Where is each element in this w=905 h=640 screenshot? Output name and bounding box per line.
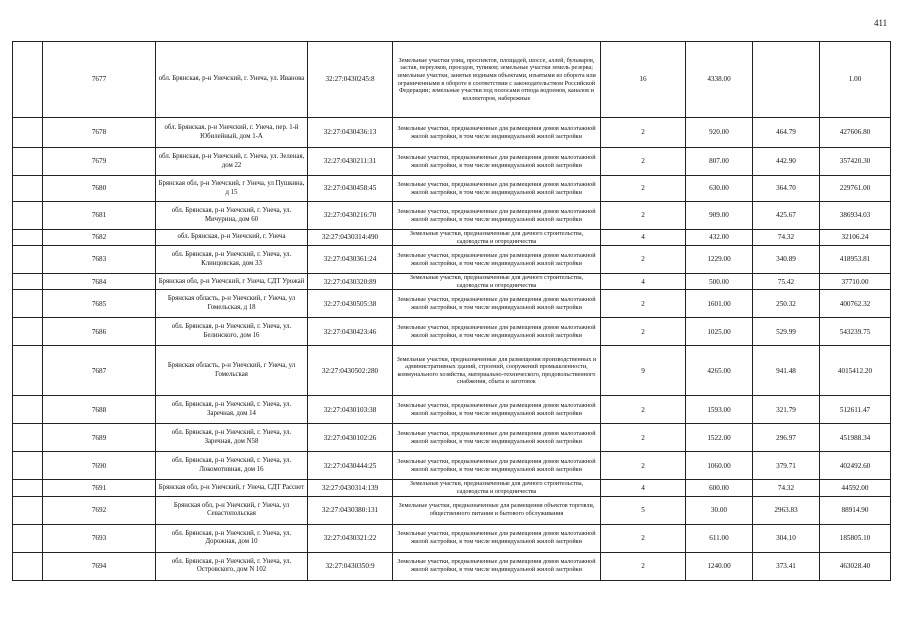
area: 1240.00	[686, 552, 753, 580]
cadastral-number: 32:27:0430436:13	[308, 118, 393, 148]
specific-value	[753, 42, 820, 118]
land-use: Земельные участки, предназначенные для размещения домов малоэтажной жилой застройки, в том числе индивидуальной жилой застройки	[393, 118, 601, 148]
blank-cell	[13, 496, 43, 524]
land-use: Земельные участки, предназначенные для дачного строительства, садоводства и огородничества	[393, 274, 601, 290]
blank-cell	[13, 524, 43, 552]
address: обл. Брянская, р-н Унечский, г. Унеча, ул. Клинцовская, дом 33	[156, 246, 308, 274]
address: Брянская обл, р-н Унечский, г Унеча, СДТ Урожай	[156, 274, 308, 290]
cadastral-value: 229761.00	[820, 176, 891, 202]
cadastral-value: 88914.90	[820, 496, 891, 524]
specific-value: 321.79	[753, 396, 820, 424]
blank-cell	[13, 346, 43, 396]
group-number: 2	[601, 202, 686, 230]
area: 4338.00	[686, 42, 753, 118]
area: 1522.00	[686, 424, 753, 452]
group-number: 9	[601, 346, 686, 396]
cadastral-value: 463028.40	[820, 552, 891, 580]
cadastral-value: 44592.00	[820, 480, 891, 496]
page-number: 411	[874, 18, 888, 28]
area: 432.00	[686, 230, 753, 246]
cadastral-value: 402492.60	[820, 452, 891, 480]
blank-cell	[13, 396, 43, 424]
blank-cell	[13, 290, 43, 318]
table-row	[13, 452, 891, 480]
group-number: 5	[601, 496, 686, 524]
row-number: 7691	[43, 480, 156, 496]
specific-value: 529.99	[753, 318, 820, 346]
table-row	[13, 42, 891, 118]
address: обл. Брянская, р-н Унечский, г. Унеча, пер. 1-й Юбилейный, дом 1-А	[156, 118, 308, 148]
table-row	[13, 290, 891, 318]
blank-cell	[13, 202, 43, 230]
blank-cell	[13, 246, 43, 274]
land-use: Земельные участки, предназначенные для размещения домов малоэтажной жилой застройки, в том числе индивидуальной жилой застройки	[393, 318, 601, 346]
land-use: Земельные участки, предназначенные для размещения домов малоэтажной жилой застройки, в том числе индивидуальной жилой застройки	[393, 552, 601, 580]
group-number: 4	[601, 230, 686, 246]
row-number: 7679	[43, 148, 156, 176]
land-plots-table	[12, 41, 891, 581]
cadastral-number: 32:27:0430505:38	[308, 290, 393, 318]
table-row	[13, 396, 891, 424]
group-number: 4	[601, 480, 686, 496]
address: обл. Брянская, р-н Унечский, г. Унеча, ул. Дорожная, дом 10	[156, 524, 308, 552]
row-number: 7678	[43, 118, 156, 148]
group-number: 2	[601, 148, 686, 176]
land-use: Земельные участки, предназначенные для размещения объектов торговли, общественного питания и бытового обслуживания	[393, 496, 601, 524]
table-row	[13, 230, 891, 246]
area: 909.00	[686, 202, 753, 230]
table-row	[13, 552, 891, 580]
table-row	[13, 524, 891, 552]
cadastral-value: 32106.24	[820, 230, 891, 246]
specific-value: 74.32	[753, 480, 820, 496]
address: обл. Брянская, р-н Унечский, г. Унеча, ул. Иванова	[156, 42, 308, 118]
row-number: 7680	[43, 176, 156, 202]
specific-value: 296.97	[753, 424, 820, 452]
blank-cell	[13, 318, 43, 346]
blank-cell	[13, 148, 43, 176]
address: обл. Брянская, р-н Унечский, г. Унеча, ул. Островского, дом N 102	[156, 552, 308, 580]
group-number: 2	[601, 176, 686, 202]
row-number: 7694	[43, 552, 156, 580]
area: 1060.00	[686, 452, 753, 480]
land-use: Земельные участки, предназначенные для размещения домов малоэтажной жилой застройки, в том числе индивидуальной жилой застройки	[393, 396, 601, 424]
cadastral-value: 451988.34	[820, 424, 891, 452]
land-use: Земельные участки, предназначенные для размещения домов малоэтажной жилой застройки, в том числе индивидуальной жилой застройки	[393, 290, 601, 318]
cadastral-value: 37710.00	[820, 274, 891, 290]
specific-value: 250.32	[753, 290, 820, 318]
row-number: 7681	[43, 202, 156, 230]
address: обл. Брянская, р-н Унечский, г. Унеча, ул. Локомотивная, дом 16	[156, 452, 308, 480]
area: 600.00	[686, 480, 753, 496]
blank-cell	[13, 176, 43, 202]
cadastral-number: 32:27:0430423:46	[308, 318, 393, 346]
group-number: 2	[601, 396, 686, 424]
specific-value: 373.41	[753, 552, 820, 580]
row-number: 7690	[43, 452, 156, 480]
address: Брянская обл, р-н Унечский, г Унеча, СДТ Рассвет	[156, 480, 308, 496]
land-use: Земельные участки, предназначенные для размещения домов малоэтажной жилой застройки, в том числе индивидуальной жилой застройки	[393, 202, 601, 230]
cadastral-number: 32:27:0430361:24	[308, 246, 393, 274]
area: 630.00	[686, 176, 753, 202]
blank-cell	[13, 42, 43, 118]
cadastral-number: 32:27:0430321:22	[308, 524, 393, 552]
blank-cell	[13, 424, 43, 452]
area: 920.00	[686, 118, 753, 148]
group-number: 2	[601, 424, 686, 452]
cadastral-number: 32:27:0430211:31	[308, 148, 393, 176]
address: Брянская обл, р-н Унечский, г Унеча, ул Пушкина, д 15	[156, 176, 308, 202]
address: обл. Брянская, р-н Унечский, г. Унеча, ул. Зеленая, дом 22	[156, 148, 308, 176]
group-number: 2	[601, 318, 686, 346]
specific-value: 442.90	[753, 148, 820, 176]
cadastral-value: 512611.47	[820, 396, 891, 424]
blank-cell	[13, 452, 43, 480]
cadastral-value: 1.00	[820, 42, 891, 118]
cadastral-number: 32:27:0430103:38	[308, 396, 393, 424]
address: обл. Брянская, р-н Унечский, г. Унеча, ул. Заречная, дом N58	[156, 424, 308, 452]
group-number: 2	[601, 246, 686, 274]
table-row	[13, 148, 891, 176]
table-row	[13, 318, 891, 346]
blank-cell	[13, 552, 43, 580]
cadastral-value: 418953.81	[820, 246, 891, 274]
area: 4265.00	[686, 346, 753, 396]
row-number: 7685	[43, 290, 156, 318]
blank-cell	[13, 118, 43, 148]
cadastral-number: 32:27:0430320:89	[308, 274, 393, 290]
area: 1025.00	[686, 318, 753, 346]
table-row	[13, 480, 891, 496]
cadastral-value: 543239.75	[820, 318, 891, 346]
table-row	[13, 118, 891, 148]
area: 1593.00	[686, 396, 753, 424]
address: обл. Брянская, р-н Унечский, г. Унеча, ул. Белинского, дом 16	[156, 318, 308, 346]
specific-value: 364.70	[753, 176, 820, 202]
area: 1229.00	[686, 246, 753, 274]
cadastral-number: 32:27:0430102:26	[308, 424, 393, 452]
table-row	[13, 202, 891, 230]
blank-cell	[13, 274, 43, 290]
area: 1601.00	[686, 290, 753, 318]
table-row	[13, 176, 891, 202]
group-number: 16	[601, 42, 686, 118]
group-number: 2	[601, 290, 686, 318]
row-number: 7682	[43, 230, 156, 246]
address: Брянская обл, р-н Унечский, г Унеча, ул Севастопольская	[156, 496, 308, 524]
specific-value: 75.42	[753, 274, 820, 290]
cadastral-value: 4015412.20	[820, 346, 891, 396]
specific-value: 74.32	[753, 230, 820, 246]
group-number: 2	[601, 552, 686, 580]
land-use: Земельные участки, предназначенные для размещения домов малоэтажной жилой застройки, в том числе индивидуальной жилой застройки	[393, 246, 601, 274]
cadastral-value: 386934.03	[820, 202, 891, 230]
land-use: Земельные участки, предназначенные для дачного строительства, садоводства и огородничества	[393, 230, 601, 246]
cadastral-number: 32:27:0430502:280	[308, 346, 393, 396]
address: обл. Брянская, р-н Унечский, г. Унеча, ул. Заречная, дом 14	[156, 396, 308, 424]
specific-value: 2963.83	[753, 496, 820, 524]
specific-value: 304.10	[753, 524, 820, 552]
cadastral-value: 185805.10	[820, 524, 891, 552]
area: 500.00	[686, 274, 753, 290]
table-row	[13, 346, 891, 396]
land-use: Земельные участки, предназначенные для размещения домов малоэтажной жилой застройки, в том числе индивидуальной жилой застройки	[393, 176, 601, 202]
land-use: Земельные участки, предназначенные для размещения домов малоэтажной жилой застройки, в том числе индивидуальной жилой застройки	[393, 524, 601, 552]
row-number: 7677	[43, 42, 156, 118]
table-row	[13, 424, 891, 452]
row-number: 7693	[43, 524, 156, 552]
cadastral-value: 357420.30	[820, 148, 891, 176]
area: 611.00	[686, 524, 753, 552]
row-number: 7689	[43, 424, 156, 452]
cadastral-number: 32:27:0430245:8	[308, 42, 393, 118]
group-number: 2	[601, 118, 686, 148]
land-use: Земельные участки улиц, проспектов, площадей, шоссе, аллей, бульваров, застав, переулков, проездов, тупиков; земельные участки земель резерва; земельные участки, занятые водными объектами, изъятыми из оборота или ограниченными в обороте в соответствии с законодательством Российской Федерации; земельные участки под полосами отвода водоемов, каналов и коллекторов, набережные	[393, 42, 601, 118]
cadastral-value: 400762.32	[820, 290, 891, 318]
area: 30.00	[686, 496, 753, 524]
table-row	[13, 496, 891, 524]
cadastral-number: 32:27:0430350:9	[308, 552, 393, 580]
area: 807.00	[686, 148, 753, 176]
row-number: 7686	[43, 318, 156, 346]
blank-cell	[13, 480, 43, 496]
land-use: Земельные участки, предназначенные для размещения домов малоэтажной жилой застройки, в том числе индивидуальной жилой застройки	[393, 424, 601, 452]
group-number: 2	[601, 524, 686, 552]
land-use: Земельные участки, предназначенные для размещения домов малоэтажной жилой застройки, в том числе индивидуальной жилой застройки	[393, 452, 601, 480]
land-use: Земельные участки, предназначенные для размещения производственных и административных зданий, строений, сооружений промышленности, коммунального хозяйства, материально-технического, продовольственного снабжения, сбыта и заготовок	[393, 346, 601, 396]
cadastral-number: 32:27:0430216:70	[308, 202, 393, 230]
address: обл. Брянская, р-н Унечский, г. Унеча	[156, 230, 308, 246]
row-number: 7688	[43, 396, 156, 424]
row-number: 7684	[43, 274, 156, 290]
group-number: 4	[601, 274, 686, 290]
specific-value: 425.67	[753, 202, 820, 230]
address: Брянская область, р-н Унечский, г Унеча, ул Гомельская	[156, 346, 308, 396]
cadastral-number: 32:27:0430458:45	[308, 176, 393, 202]
specific-value: 464.79	[753, 118, 820, 148]
specific-value: 340.89	[753, 246, 820, 274]
cadastral-number: 32:27:0430314:490	[308, 230, 393, 246]
row-number: 7683	[43, 246, 156, 274]
land-use: Земельные участки, предназначенные для дачного строительства, садоводства и огородничества	[393, 480, 601, 496]
address: обл. Брянская, р-н Унечский, г. Унеча, ул. Мичурина, дом 60	[156, 202, 308, 230]
table-row	[13, 246, 891, 274]
specific-value: 379.71	[753, 452, 820, 480]
cadastral-number: 32:27:0430314:139	[308, 480, 393, 496]
blank-cell	[13, 230, 43, 246]
cadastral-number: 32:27:0430380:131	[308, 496, 393, 524]
row-number: 7692	[43, 496, 156, 524]
specific-value: 941.48	[753, 346, 820, 396]
table-row	[13, 274, 891, 290]
cadastral-number: 32:27:0430444:25	[308, 452, 393, 480]
row-number: 7687	[43, 346, 156, 396]
address: Брянская область, р-н Унечский, г Унеча, ул Гомельская, д 18	[156, 290, 308, 318]
cadastral-value: 427606.80	[820, 118, 891, 148]
group-number: 2	[601, 452, 686, 480]
land-use: Земельные участки, предназначенные для размещения домов малоэтажной жилой застройки, в том числе индивидуальной жилой застройки	[393, 148, 601, 176]
